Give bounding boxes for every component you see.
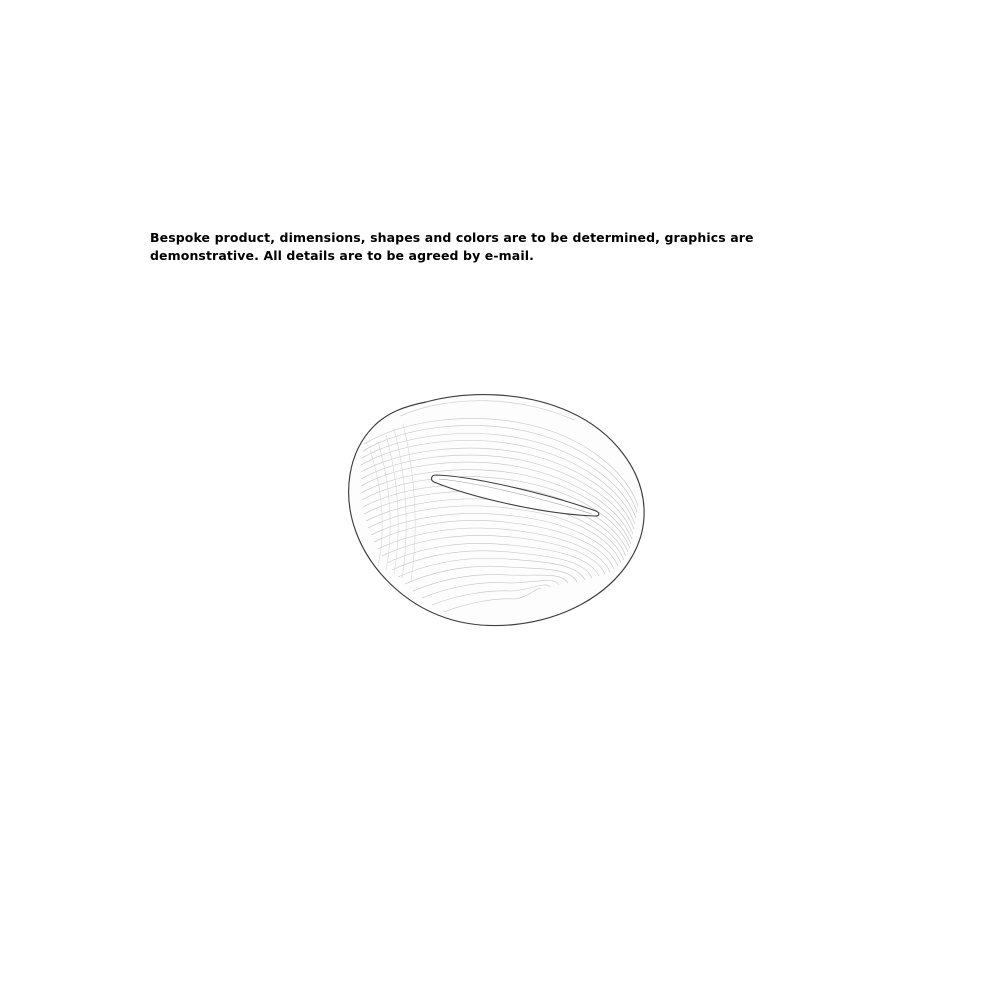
disclaimer-text: Bespoke product, dimensions, shapes and colors are to be determined, graphics are demonstrative. All details are to be agreed by e-mail. [150,229,754,263]
product-sketch [330,390,675,645]
